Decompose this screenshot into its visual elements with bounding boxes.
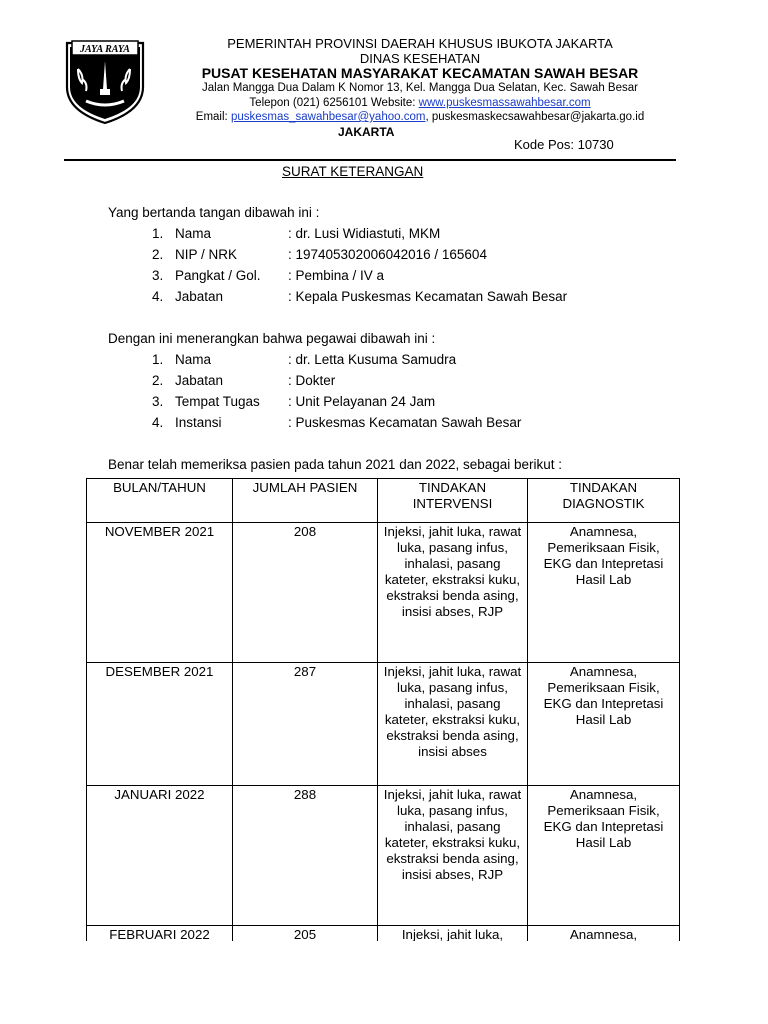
employee-no: 4. [152, 415, 164, 430]
cell-month: JANUARI 2022 [87, 786, 233, 926]
signer-label: NIP / NRK [175, 247, 238, 262]
cell-diagnostic: Anamnesa, [528, 926, 680, 942]
table-header-row [87, 479, 680, 523]
header-diagnostic: TINDAKAN DIAGNOSTIK [528, 479, 680, 523]
email-link[interactable]: puskesmas_sawahbesar@yahoo.com [230, 111, 426, 123]
signer-intro: Yang bertanda tangan dibawah ini : [108, 205, 320, 220]
signer-label: Pangkat / Gol. [175, 268, 261, 283]
cell-count: 288 [233, 786, 378, 926]
signer-no: 2. [152, 247, 164, 262]
website-link[interactable]: www.puskesmassawahbesar.com [418, 97, 591, 109]
table-row [87, 663, 680, 786]
employee-intro: Dengan ini menerangkan bahwa pegawai dibawah ini : [108, 331, 436, 346]
document-title: SURAT KETERANGAN [282, 164, 424, 179]
header-month: BULAN/TAHUN [87, 479, 233, 523]
signer-no: 1. [152, 226, 164, 241]
employee-label: Nama [175, 352, 212, 367]
signer-no: 3. [152, 268, 164, 283]
table-row [87, 926, 680, 942]
cell-intervention: Injeksi, jahit luka, [378, 926, 528, 942]
phone-text: Telepon (021) 6256101 Website: [249, 97, 419, 109]
employee-label: Tempat Tugas [175, 394, 260, 409]
table-row [87, 523, 680, 663]
header-intervention: TINDAKAN INTERVENSI [378, 479, 528, 523]
address-line: Jalan Mangga Dua Dalam K Nomor 13, Kel. Mangga Dua Selatan, Kec. Sawah Besar [202, 82, 638, 94]
employee-label: Jabatan [175, 373, 224, 388]
cell-count: 287 [233, 663, 378, 786]
cell-intervention: Injeksi, jahit luka, rawat luka, pasang infus, inhalasi, pasang kateter, ekstraksi kuku, ekstraksi benda asing, insisi abses, RJP [378, 523, 528, 663]
cell-diagnostic: Anamnesa, Pemeriksaan Fisik, EKG dan Intepretasi Hasil Lab [528, 786, 680, 926]
cell-diagnostic: Anamnesa, Pemeriksaan Fisik, EKG dan Intepretasi Hasil Lab [528, 663, 680, 786]
cell-intervention: Injeksi, jahit luka, rawat luka, pasang infus, inhalasi, pasang kateter, ekstraksi kuku, ekstraksi benda asing, insisi abses, RJP [378, 786, 528, 926]
table-row [87, 786, 680, 926]
signer-no: 4. [152, 289, 164, 304]
employee-no: 3. [152, 394, 164, 409]
signer-label: Jabatan [175, 289, 224, 304]
signer-label: Nama [175, 226, 212, 241]
cell-intervention: Injeksi, jahit luka, rawat luka, pasang infus, inhalasi, pasang kateter, ekstraksi kuku, ekstraksi benda asing, insisi abses [378, 663, 528, 786]
government-line: PEMERINTAH PROVINSI DAERAH KHUSUS IBUKOTA JAKARTA [227, 36, 613, 51]
postal-code: Kode Pos: 10730 [514, 137, 614, 152]
city-label: JAKARTA [338, 125, 395, 139]
svg-text:JAYA RAYA: JAYA RAYA [80, 44, 130, 55]
institution-name: PUSAT KESEHATAN MASYARAKAT KECAMATAN SAWAH BESAR [201, 65, 639, 81]
employee-value: : dr. Letta Kusuma Samudra [288, 352, 457, 367]
patient-table [86, 478, 680, 941]
cell-month: DESEMBER 2021 [87, 663, 233, 786]
cell-month: NOVEMBER 2021 [87, 523, 233, 663]
cell-month: FEBRUARI 2022 [87, 926, 233, 942]
department-line: DINAS KESEHATAN [359, 51, 481, 66]
cell-count: 208 [233, 523, 378, 663]
employee-no: 1. [152, 352, 164, 367]
table-intro: Benar telah memeriksa pasien pada tahun 2021 dan 2022, sebagai berikut : [108, 457, 563, 472]
signer-value: : Kepala Puskesmas Kecamatan Sawah Besar [288, 289, 568, 304]
cell-diagnostic: Anamnesa, Pemeriksaan Fisik, EKG dan Intepretasi Hasil Lab [528, 523, 680, 663]
signer-value: : Pembina / IV a [288, 268, 385, 283]
email-label: Email: [195, 111, 231, 123]
email-secondary: , puskesmaskecsawahbesar@jakarta.go.id [425, 111, 645, 123]
header-count: JUMLAH PASIEN [233, 479, 378, 523]
signer-value: : dr. Lusi Widiastuti, MKM [288, 226, 441, 241]
employee-value: : Unit Pelayanan 24 Jam [288, 394, 436, 409]
employee-value: : Dokter [288, 373, 336, 388]
signer-value: : 197405302006042016 / 165604 [288, 247, 487, 262]
employee-no: 2. [152, 373, 164, 388]
employee-label: Instansi [175, 415, 222, 430]
employee-value: : Puskesmas Kecamatan Sawah Besar [288, 415, 522, 430]
cell-count: 205 [233, 926, 378, 942]
